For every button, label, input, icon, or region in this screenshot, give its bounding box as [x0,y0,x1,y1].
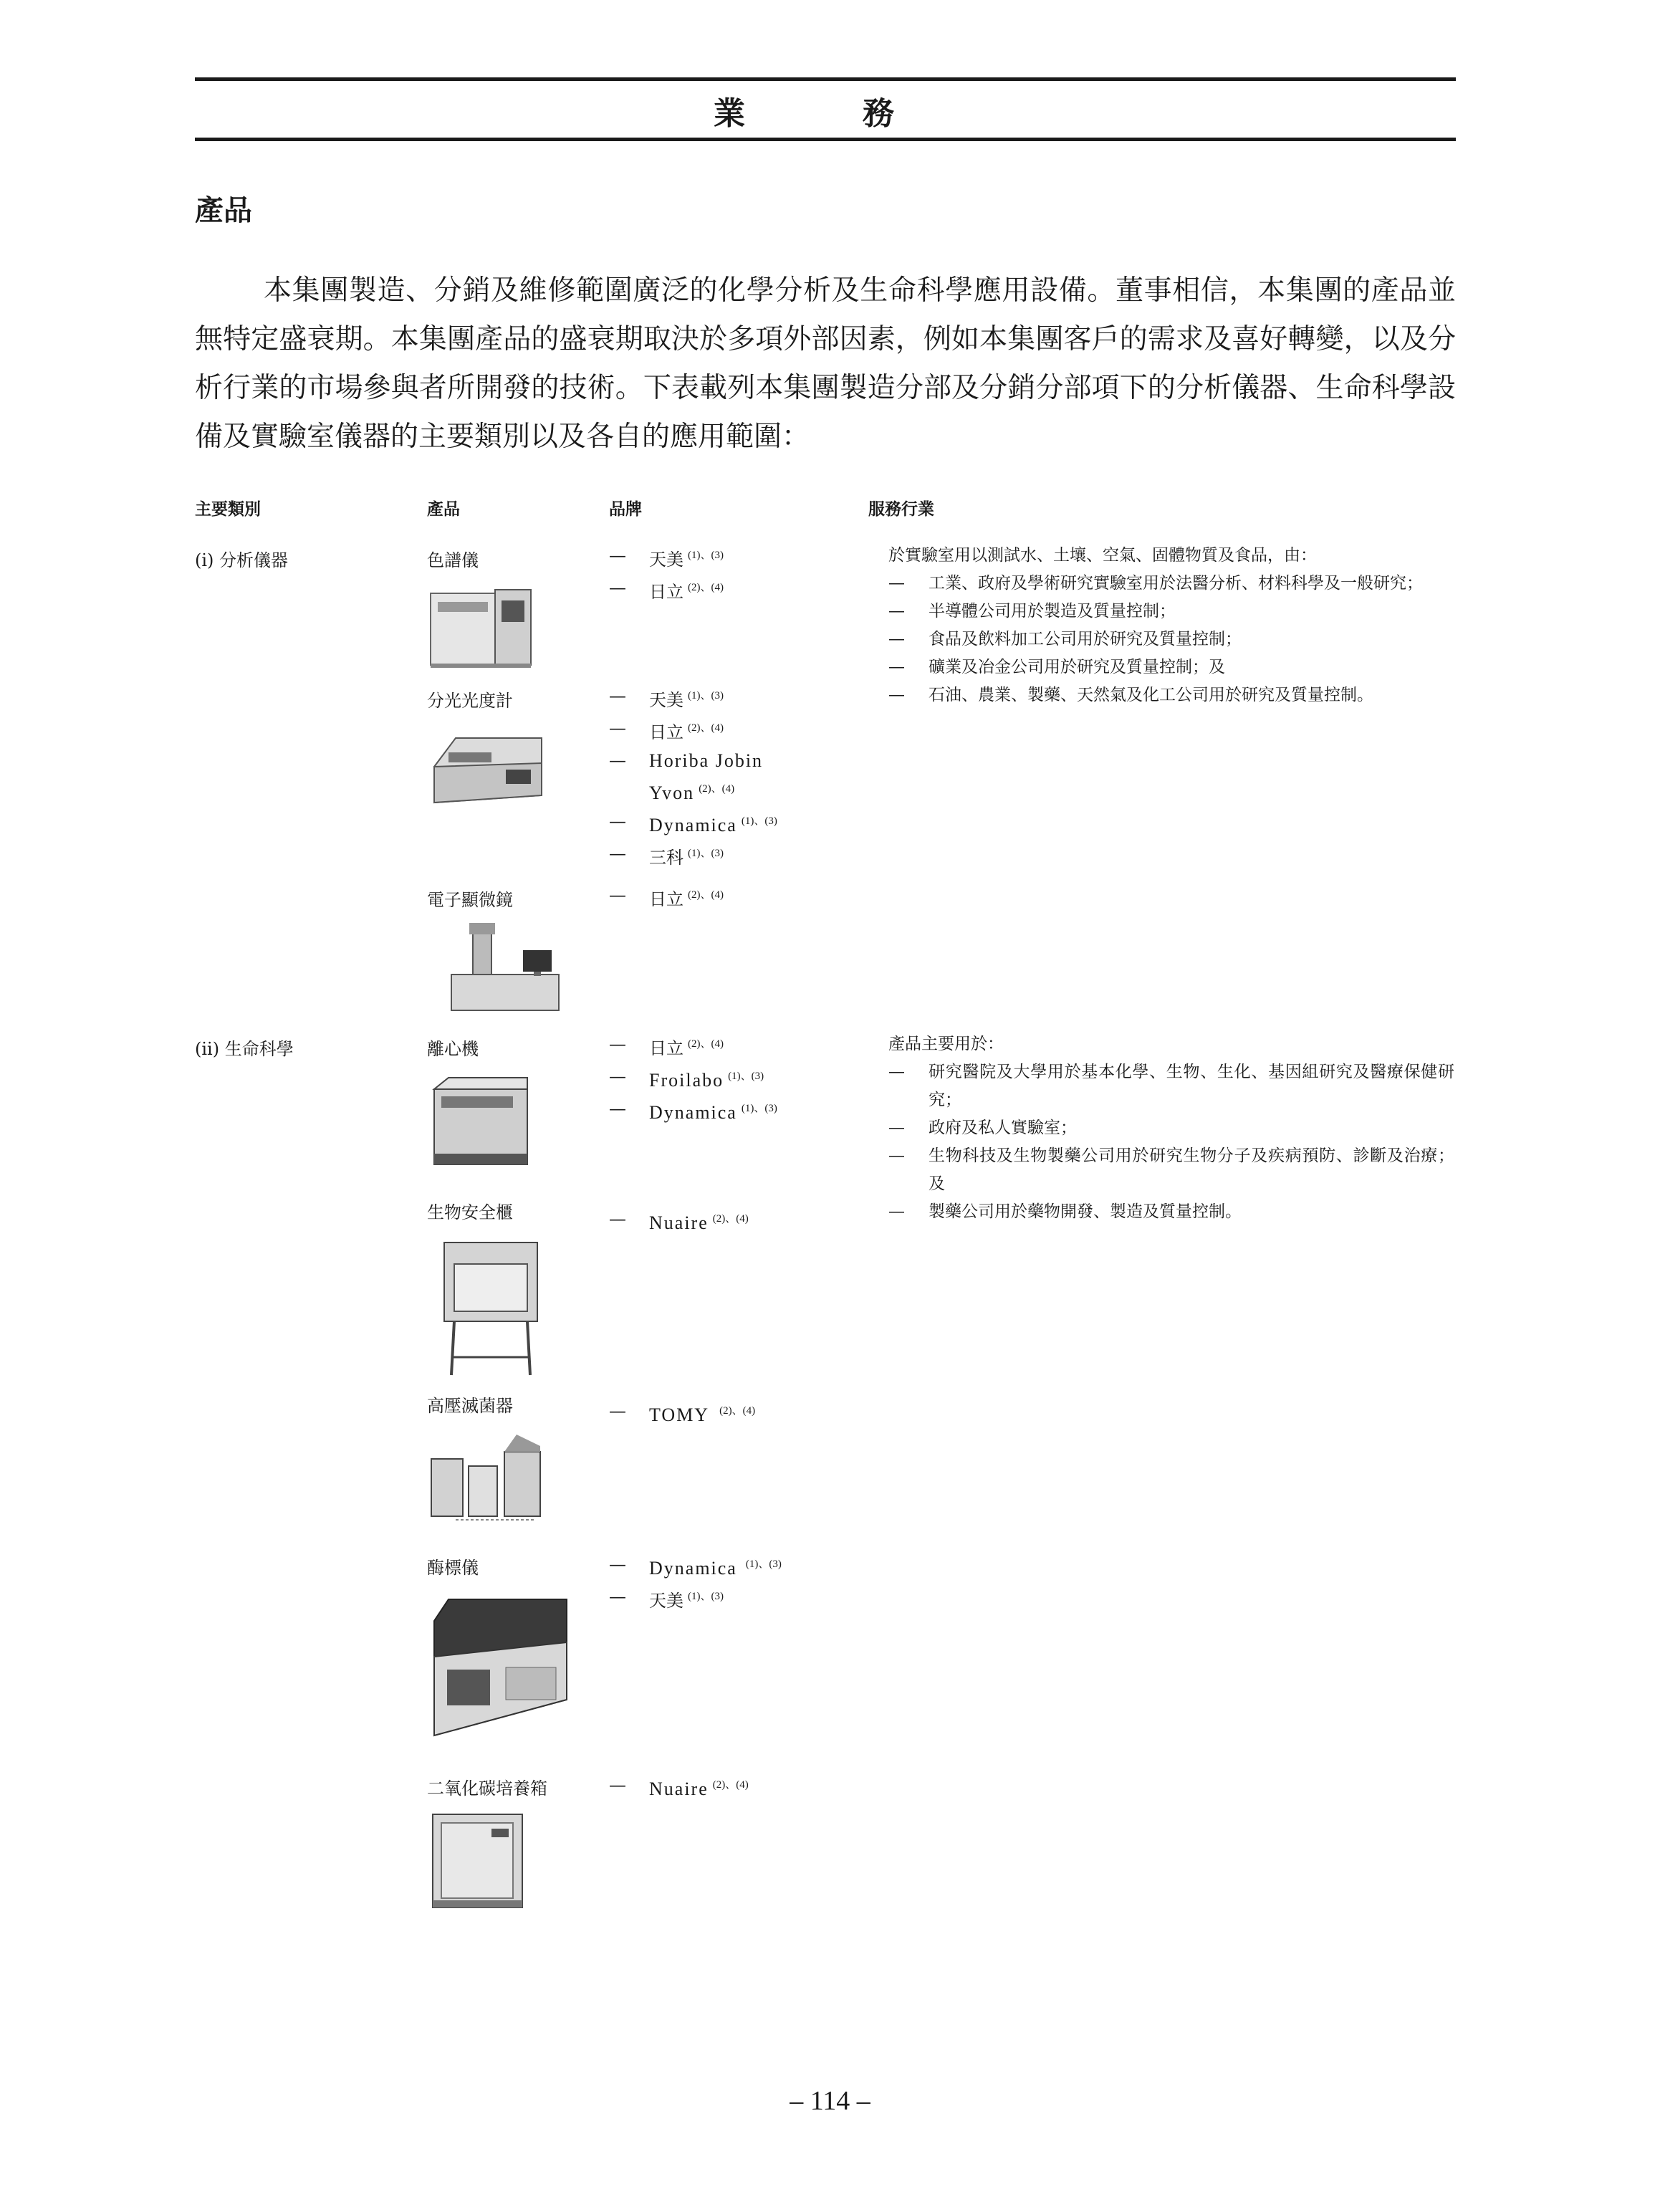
category-label-life-science: (ii) 生命科學 [195,1039,294,1059]
brand-item: — Froilabo $^{(1)、(3)}$ [609,1063,777,1095]
brand-list [609,881,724,914]
header-rule-top [195,77,1456,81]
centrifuge-photo [427,1075,534,1168]
category-label-analytical: (i) 分析儀器 [195,550,289,570]
header-brand: 品牌 [609,499,642,519]
service-intro: 於實驗室用以測試水、土壤、空氣、固體物質及食品，由： [888,546,1317,565]
intro-paragraph: 本集團製造、分銷及維修範圍廣泛的化學分析及生命科學應用設備。董事相信，本集團的產品並無特定盛衰期。本集團產品的盛衰期取決於多項外部因素，例如本集團客戶的需求及喜好轉變，以及分析行業的市場參與者所開發的技術。下表載列本集團製造分部及分銷分部項下的分析儀器、生命科學設備及實驗室儀器的主要類別以及各自的應用範圍： [195,274,1456,453]
service-intro: 產品主要用於： [888,1035,1004,1053]
brand-item: — Dynamica $^{(1)、(3)}$ [609,1095,777,1127]
brand-item: — Horiba Jobin [609,747,777,775]
co2-incubator-photo [427,1809,534,1912]
brand-item: — 日立 $^{(2)、(4)}$ [609,714,777,747]
brand-item: — Dynamica $^{(1)、(3)}$ [609,1551,782,1583]
brand-list [609,1030,777,1127]
brand-item: — 日立 $^{(2)、(4)}$ [609,1030,777,1063]
brand-item: — 日立 $^{(2)、(4)}$ [609,574,724,606]
gas-chromatograph-photo [427,586,534,672]
service-life-science [888,1030,1454,1226]
spectrophotometer-photo [427,724,549,817]
brand-item: — Dynamica $^{(1)、(3)}$ [609,808,777,840]
product-name: 生物安全櫃 [427,1202,513,1222]
brand-item: — Nuaire $^{(2)、(4)}$ [609,1771,749,1804]
microplate-reader-photo [427,1592,570,1743]
brand-item: — 天美 $^{(1)、(3)}$ [609,682,777,714]
service-item: — 研究醫院及大學用於基本化學、生物、生化、基因組研究及醫療保健研究； [888,1058,1454,1114]
brand-item: — Nuaire $^{(2)、(4)}$ [609,1205,749,1237]
header-rule-bottom [195,138,1456,141]
header-category: 主要類別 [195,499,261,519]
service-item: — 食品及飲料加工公司用於研究及質量控制； [888,626,1454,653]
header-service: 服務行業 [868,499,934,519]
brand-item: — 三科 $^{(1)、(3)}$ [609,840,777,872]
product-name: 二氧化碳培養箱 [427,1778,547,1799]
product-name: 酶標儀 [427,1558,479,1578]
brand-item: — 日立 $^{(2)、(4)}$ [609,881,724,914]
brand-item: — 天美 $^{(1)、(3)}$ [609,1583,782,1615]
section-title: 產品 [195,193,252,227]
brand-list [609,1397,755,1430]
brand-list [609,542,724,606]
brand-item: — TOMY $^{(2)、(4)}$ [609,1397,755,1430]
brand-list [609,1205,749,1237]
product-name: 分光光度計 [427,691,513,711]
page-header-title: 業 務 [714,95,937,132]
service-item: — 半導體公司用於製造及質量控制； [888,598,1454,626]
autoclave-photo [427,1430,549,1523]
product-name: 電子顯微鏡 [427,890,513,910]
service-item: — 工業、政府及學術研究實驗室用於法醫分析、材料科學及一般研究； [888,570,1454,598]
service-item: — 政府及私人實驗室； [888,1114,1454,1142]
product-name: 色譜儀 [427,550,479,570]
electron-microscope-photo [444,917,573,1018]
service-analytical [888,542,1454,709]
biosafety-cabinet-photo [437,1235,544,1379]
brand-item: — 天美 $^{(1)、(3)}$ [609,542,724,574]
product-name: 離心機 [427,1039,479,1059]
product-name: 高壓滅菌器 [427,1396,513,1416]
page-number: – 114 – [790,2086,870,2116]
brand-item-continuation: Yvon $^{(2)、(4)}$ [649,782,735,803]
service-item: — 生物科技及生物製藥公司用於研究生物分子及疾病預防、診斷及治療；及 [888,1142,1454,1198]
brand-list [609,1551,782,1615]
header-product: 產品 [427,499,460,519]
brand-list [609,682,777,872]
service-item: — 製藥公司用於藥物開發、製造及質量控制。 [888,1198,1454,1226]
brand-list [609,1771,749,1804]
service-item: — 石油、農業、製藥、天然氣及化工公司用於研究及質量控制。 [888,681,1454,709]
service-item: — 礦業及冶金公司用於研究及質量控制；及 [888,653,1454,681]
